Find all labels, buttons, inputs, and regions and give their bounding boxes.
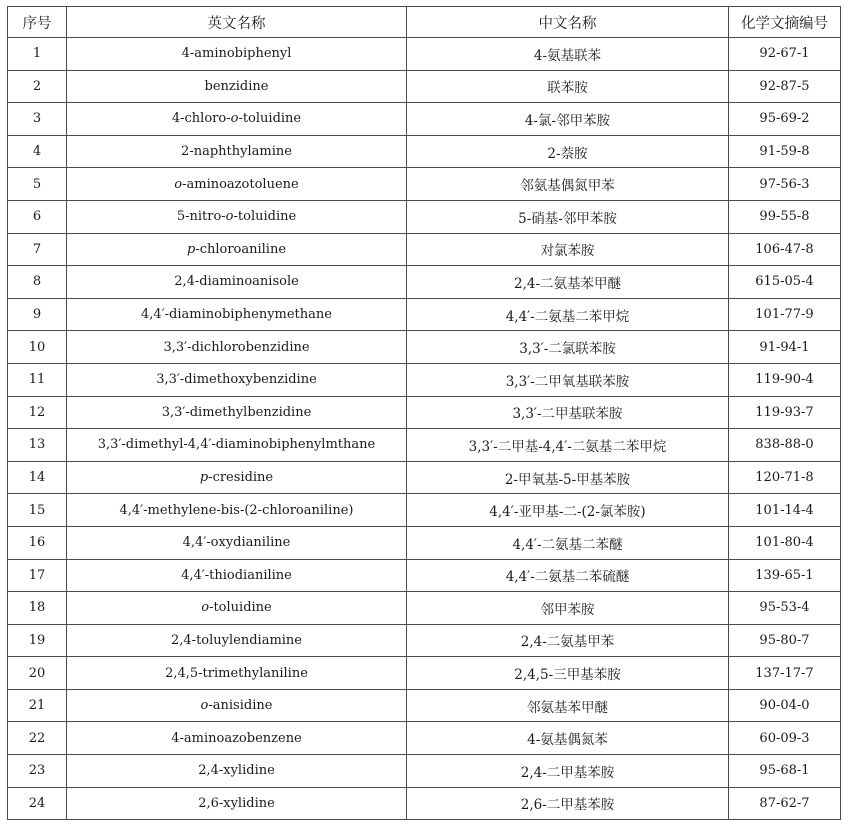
english-name-text: -toluidine [209,600,272,616]
table-row [8,559,841,592]
cas-number-cell: 97-56-3 [729,168,841,201]
serial-number-cell: 8 [8,266,67,299]
chinese-name-cell: 3,3′-二甲基联苯胺 [407,396,729,429]
english-name-cell [67,689,407,722]
english-name-text: -chloroaniline [195,241,287,257]
chinese-name-cell: 2,4-二氨基苯甲醚 [407,266,729,299]
serial-number-cell: 17 [8,559,67,592]
english-name-cell [67,559,407,592]
cas-number-cell: 60-09-3 [729,722,841,755]
english-name-cell [67,787,407,820]
aromatic-amines-table [7,6,841,820]
serial-number-cell: 7 [8,233,67,266]
header-cas-number: 化学文摘编号 [729,7,841,38]
cas-number-cell: 92-67-1 [729,38,841,71]
table-row [8,298,841,331]
english-name-cell [67,624,407,657]
serial-number-cell: 20 [8,657,67,690]
cas-number-cell: 101-80-4 [729,526,841,559]
table-row [8,396,841,429]
cas-number-cell: 119-93-7 [729,396,841,429]
table-row [8,624,841,657]
cas-number-cell: 139-65-1 [729,559,841,592]
table-row [8,526,841,559]
english-name-cell [67,298,407,331]
chinese-name-cell: 3,3′-二氯联苯胺 [407,331,729,364]
italic-prefix: o [201,600,210,616]
serial-number-cell: 11 [8,363,67,396]
chinese-name-cell: 邻氨基偶氮甲苯 [407,168,729,201]
cas-number-cell: 90-04-0 [729,689,841,722]
english-name-cell [67,657,407,690]
serial-number-cell: 10 [8,331,67,364]
chinese-name-cell: 2,4-二甲基苯胺 [407,755,729,788]
serial-number-cell: 24 [8,787,67,820]
cas-number-cell: 95-53-4 [729,592,841,625]
english-name-text: 4,4′-oxydianiline [182,535,291,551]
english-name-cell [67,266,407,299]
english-name-text: -aminoazotoluene [182,176,299,192]
serial-number-cell: 2 [8,70,67,103]
table-row [8,363,841,396]
chinese-name-cell: 2-萘胺 [407,135,729,168]
chinese-name-cell: 4-氯-邻甲苯胺 [407,103,729,136]
english-name-text: -cresidine [208,470,274,486]
serial-number-cell: 14 [8,461,67,494]
serial-number-cell: 22 [8,722,67,755]
table-row [8,689,841,722]
header-serial-number: 序号 [8,7,67,38]
english-name-text: 4,4′-diaminobiphenymethane [141,307,332,323]
serial-number-cell: 12 [8,396,67,429]
italic-prefix: o [174,176,183,192]
table-header [8,7,841,38]
serial-number-cell: 18 [8,592,67,625]
english-name-cell [67,755,407,788]
english-name-cell [67,461,407,494]
chinese-name-cell: 2-甲氧基-5-甲基苯胺 [407,461,729,494]
serial-number-cell: 9 [8,298,67,331]
italic-prefix: p [199,470,209,486]
chinese-name-cell: 4-氨基联苯 [407,38,729,71]
table-row [8,429,841,462]
english-name-text: 2,4-xylidine [198,763,275,779]
table-row [8,592,841,625]
cas-number-cell: 101-14-4 [729,494,841,527]
english-name-cell [67,103,407,136]
table-row [8,70,841,103]
chinese-name-cell: 5-硝基-邻甲苯胺 [407,200,729,233]
english-name-text: -toluidine [233,209,297,225]
cas-number-cell: 95-68-1 [729,755,841,788]
cas-number-cell: 99-55-8 [729,200,841,233]
english-name-cell [67,38,407,71]
english-name-text: 2,4,5-trimethylaniline [165,665,308,681]
english-name-text: 4-aminobiphenyl [181,46,292,62]
table-row [8,755,841,788]
chinese-name-cell: 4,4′-二氨基二苯醚 [407,526,729,559]
table-row [8,266,841,299]
cas-number-cell: 95-69-2 [729,103,841,136]
header-row [8,7,841,38]
table-row [8,200,841,233]
english-name-cell [67,135,407,168]
table-row [8,494,841,527]
serial-number-cell: 21 [8,689,67,722]
english-name-cell [67,233,407,266]
english-name-text: 3,3′-dimethoxybenzidine [156,372,317,388]
english-name-cell [67,168,407,201]
english-name-cell [67,592,407,625]
chinese-name-cell: 邻甲苯胺 [407,592,729,625]
chinese-name-cell: 2,6-二甲基苯胺 [407,787,729,820]
table-row [8,787,841,820]
cas-number-cell: 838-88-0 [729,429,841,462]
english-name-text: 3,3′-dichlorobenzidine [163,339,310,355]
chinese-name-cell: 2,4,5-三甲基苯胺 [407,657,729,690]
english-name-text: 3,3′-dimethyl-4,4′-diaminobiphenylmthane [97,437,376,453]
cas-number-cell: 137-17-7 [729,657,841,690]
serial-number-cell: 19 [8,624,67,657]
english-name-cell [67,363,407,396]
serial-number-cell: 16 [8,526,67,559]
english-name-text: 3,3′-dimethylbenzidine [161,404,312,420]
cas-number-cell: 119-90-4 [729,363,841,396]
serial-number-cell: 1 [8,38,67,71]
english-name-text: 4-chloro- [171,111,231,127]
serial-number-cell: 23 [8,755,67,788]
table-row [8,657,841,690]
italic-prefix: o [225,209,234,225]
italic-prefix: o [200,698,209,714]
english-name-text: 5-nitro- [176,209,226,225]
english-name-cell [67,722,407,755]
chinese-name-cell: 对氯苯胺 [407,233,729,266]
english-name-text: 2,4-diaminoanisole [174,274,299,290]
english-name-text: 4,4′-thiodianiline [181,567,292,583]
table-row [8,103,841,136]
serial-number-cell: 4 [8,135,67,168]
serial-number-cell: 5 [8,168,67,201]
table-row [8,38,841,71]
english-name-text: 2-naphthylamine [181,144,292,160]
chinese-name-cell: 3,3′-二甲氧基联苯胺 [407,363,729,396]
cas-number-cell: 615-05-4 [729,266,841,299]
cas-number-cell: 101-77-9 [729,298,841,331]
italic-prefix: p [186,241,196,257]
table-body [8,38,841,820]
cas-number-cell: 120-71-8 [729,461,841,494]
cas-number-cell: 91-59-8 [729,135,841,168]
chinese-name-cell: 2,4-二氨基甲苯 [407,624,729,657]
italic-prefix: o [230,111,239,127]
chinese-name-cell: 4,4′-二氨基二苯甲烷 [407,298,729,331]
table-row [8,722,841,755]
english-name-text: 2,6-xylidine [198,795,275,811]
english-name-cell [67,396,407,429]
cas-number-cell: 106-47-8 [729,233,841,266]
chinese-name-cell: 4-氨基偶氮苯 [407,722,729,755]
english-name-text: -toluidine [238,111,302,127]
serial-number-cell: 13 [8,429,67,462]
chinese-name-cell: 3,3′-二甲基-4,4′-二氨基二苯甲烷 [407,429,729,462]
english-name-cell [67,429,407,462]
english-name-cell [67,70,407,103]
serial-number-cell: 3 [8,103,67,136]
english-name-text: 4-aminoazobenzene [171,730,302,746]
english-name-cell [67,331,407,364]
chinese-name-cell: 4,4′-二氨基二苯硫醚 [407,559,729,592]
chinese-name-cell: 邻氨基苯甲醚 [407,689,729,722]
english-name-cell [67,494,407,527]
cas-number-cell: 95-80-7 [729,624,841,657]
table-row [8,331,841,364]
table-row [8,168,841,201]
english-name-cell [67,526,407,559]
english-name-text: 4,4′-methylene-bis-(2-chloroaniline) [119,502,354,518]
english-name-cell [67,200,407,233]
chinese-name-cell: 4,4′-亚甲基-二-(2-氯苯胺) [407,494,729,527]
cas-number-cell: 92-87-5 [729,70,841,103]
table-row [8,135,841,168]
english-name-text: 2,4-toluylendiamine [171,632,302,648]
header-english-name: 英文名称 [67,7,407,38]
serial-number-cell: 15 [8,494,67,527]
table-row [8,233,841,266]
english-name-text: benzidine [204,78,269,94]
english-name-text: -anisidine [208,698,273,714]
cas-number-cell: 87-62-7 [729,787,841,820]
table-row [8,461,841,494]
chinese-name-cell: 联苯胺 [407,70,729,103]
serial-number-cell: 6 [8,200,67,233]
cas-number-cell: 91-94-1 [729,331,841,364]
header-chinese-name: 中文名称 [407,7,729,38]
